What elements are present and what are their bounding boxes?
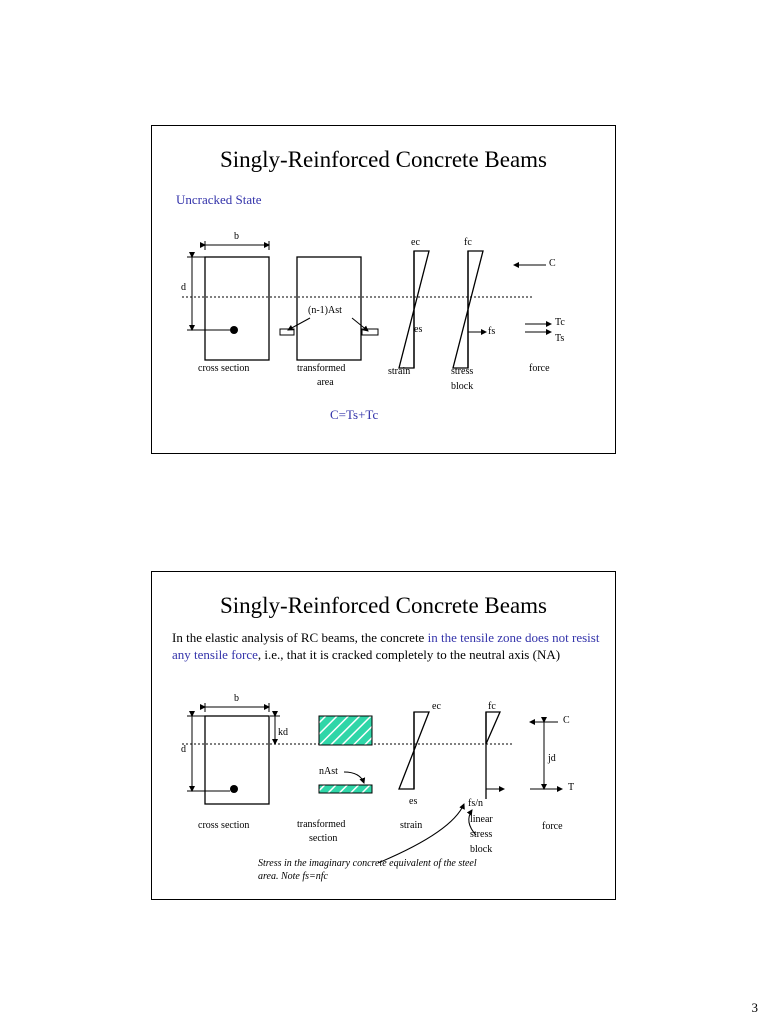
compression-zone-hatch — [319, 716, 372, 745]
steel-extension-right — [362, 329, 378, 335]
rebar-dot — [230, 326, 238, 334]
label-ec-2: ec — [432, 701, 441, 712]
caption-cross-section-2: cross section — [198, 820, 250, 831]
slide-uncracked — [151, 125, 616, 454]
caption-strain: strain — [388, 366, 411, 377]
label-jd: jd — [548, 753, 556, 764]
label-fc-2: fc — [488, 701, 496, 712]
caption-stress-2: block — [451, 381, 474, 392]
label-kd: kd — [278, 727, 288, 738]
nast-arrow — [344, 772, 364, 783]
caption-stress: stress — [470, 829, 493, 840]
page-number: 3 — [751, 1000, 758, 1015]
slide2-title: Singly-Reinforced Concrete Beams — [219, 593, 548, 618]
slide1-title: Singly-Reinforced Concrete Beams — [219, 147, 548, 172]
label-d-2: d — [181, 744, 186, 755]
caption-linear: linear — [470, 814, 493, 825]
label-Ts: Ts — [555, 333, 565, 344]
caption-force-2: force — [542, 821, 563, 832]
label-b-2: b — [234, 693, 239, 704]
stress-diagram — [453, 251, 483, 368]
steel-extension-left — [280, 329, 294, 335]
label-b: b — [234, 231, 239, 242]
rebar-dot-2 — [230, 785, 238, 793]
label-fc: fc — [464, 237, 472, 248]
caption-transformed-2b: section — [309, 833, 338, 844]
steel-equivalent-note: Stress in the imaginary concrete equivalent of the steel area. Note fs=nfc — [258, 858, 477, 882]
slide2-diagram — [152, 572, 615, 899]
label-Tc: Tc — [555, 317, 565, 328]
equation: C=Ts+Tc — [330, 407, 379, 422]
cross-section-rect — [205, 257, 269, 360]
caption-transformed-2: area — [317, 377, 334, 388]
label-fsn: fs/n — [468, 798, 483, 809]
label-d: d — [181, 282, 186, 293]
slide1-diagram — [152, 126, 615, 453]
intro-paragraph: In the elastic analysis of RC beams, the concrete in the tensile zone does not resist any tensile force, i.e., that it is cracked completely to the neutral axis (NA) — [172, 630, 600, 662]
label-nast: nAst — [319, 766, 338, 777]
nast-hatch — [319, 785, 372, 793]
label-ec: ec — [411, 237, 420, 248]
caption-transformed-2a: transformed — [297, 819, 346, 830]
slide1-subtitle: Uncracked State — [176, 192, 262, 207]
linear-stress-diagram — [486, 712, 500, 744]
caption-force: force — [529, 363, 550, 374]
label-T: T — [568, 782, 575, 793]
label-n1ast: (n-1)Ast — [308, 305, 342, 316]
caption-stress-1: stress — [451, 366, 474, 377]
caption-cross-section: cross section — [198, 363, 250, 374]
label-C: C — [549, 258, 556, 269]
strain-diagram-2 — [399, 712, 429, 789]
label-fs: fs — [488, 326, 496, 337]
label-es-2: es — [409, 796, 418, 807]
label-C-2: C — [563, 715, 570, 726]
strain-diagram — [399, 251, 429, 368]
label-es: es — [414, 324, 423, 335]
caption-transformed-1: transformed — [297, 363, 346, 374]
slide-cracked — [151, 571, 616, 900]
caption-strain-2: strain — [400, 820, 423, 831]
caption-block: block — [470, 844, 493, 855]
